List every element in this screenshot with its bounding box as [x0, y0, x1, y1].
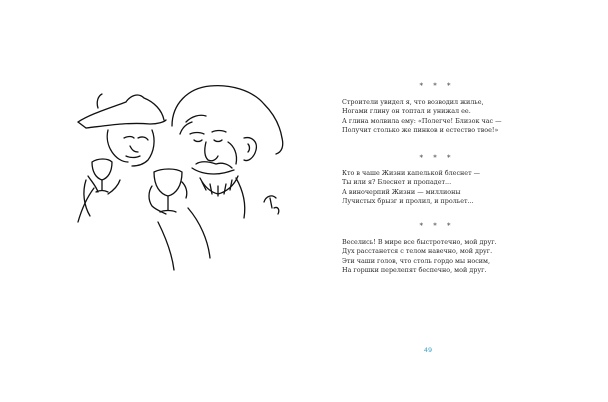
poem-line: Веселись! В мире все быстротечно, мой друг.	[342, 238, 497, 246]
poem-line: Строители увидел я, что возводил жилье,	[342, 98, 484, 106]
poem-line: Дух расстанется с телом навечно, мой друг.	[342, 247, 493, 256]
poem-3	[342, 238, 542, 276]
poem-line: Ногами глину он топтал и унижал ее.	[342, 107, 471, 116]
poem-line: Кто в чаше Жизни капелькой блеснет —	[342, 169, 481, 177]
poem-line: Лучистых брызг и пролил, и прольет...	[342, 197, 474, 206]
drinking-men-sketch-icon	[68, 82, 294, 272]
poem-separator: * * *	[419, 82, 455, 90]
poem-line: А виночерпий Жизни — миллионы	[342, 187, 461, 196]
poem-line: Ты или я? Блеснет и пропадет...	[342, 178, 452, 187]
poem-line: А глина молвила ему: «Полегче! Близок час —	[342, 116, 502, 125]
poem-2	[342, 169, 542, 207]
poem-separator: * * *	[419, 154, 455, 162]
poem-1	[342, 98, 542, 136]
poem-line: Эти чаши голов, что столь гордо мы носим,	[342, 256, 491, 265]
poem-line: Получит столько же пинков и естество твое!»	[342, 126, 499, 135]
poem-line: На горшки перелепят беспечно, мой друг.	[342, 266, 487, 275]
page-number: 49	[423, 346, 433, 354]
poem-separator: * * *	[419, 222, 455, 230]
